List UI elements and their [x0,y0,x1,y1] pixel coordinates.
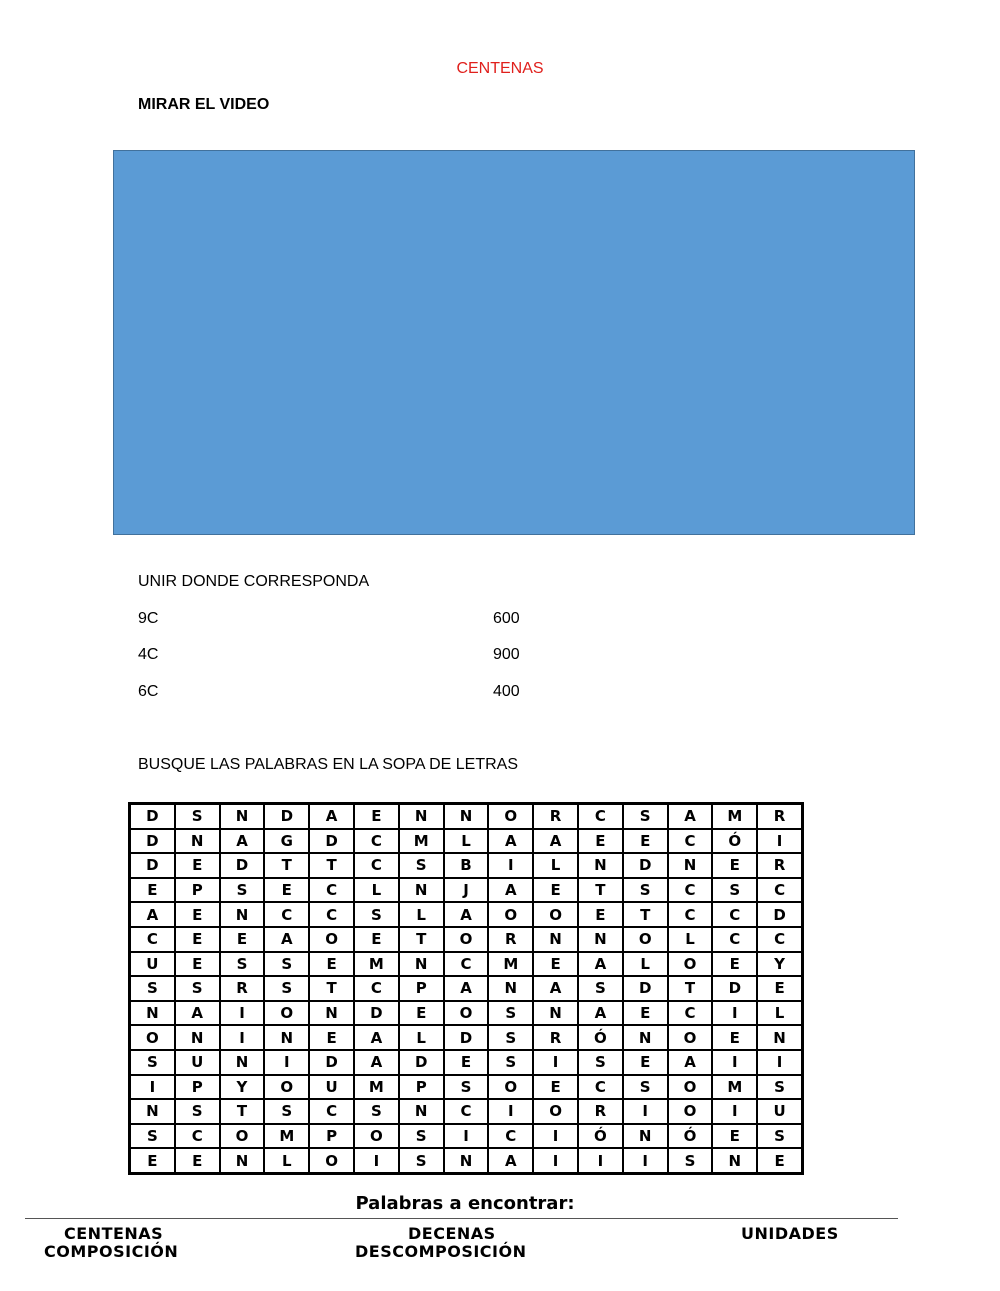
wordsearch-cell[interactable]: P [175,878,220,903]
wordsearch-cell[interactable]: N [175,829,220,854]
wordsearch-cell[interactable]: N [533,1001,578,1026]
wordsearch-cell[interactable]: S [175,1099,220,1124]
wordsearch-cell[interactable]: A [488,829,533,854]
wordsearch-cell[interactable]: R [533,804,578,829]
wordsearch-cell[interactable]: A [444,902,489,927]
wordsearch-cell[interactable]: N [578,853,623,878]
wordsearch-cell[interactable]: L [623,952,668,977]
wordsearch-grid[interactable] [128,802,804,1175]
wordsearch-cell[interactable]: T [309,976,354,1001]
wordsearch-cell[interactable]: A [130,902,175,927]
wordsearch-cell[interactable]: Ó [578,1025,623,1050]
wordsearch-cell[interactable]: S [623,804,668,829]
wordsearch-cell[interactable]: C [309,1099,354,1124]
wordsearch-cell[interactable]: S [623,878,668,903]
wordsearch-cell[interactable]: A [354,1050,399,1075]
wordsearch-cell[interactable]: E [533,878,578,903]
wordsearch-cell[interactable]: C [668,902,713,927]
wordsearch-cell[interactable]: E [578,829,623,854]
wordsearch-cell[interactable]: I [130,1075,175,1100]
wordsearch-cell[interactable]: A [578,1001,623,1026]
wordsearch-cell[interactable]: E [264,878,309,903]
wordsearch-cell[interactable]: N [533,927,578,952]
wordsearch-cell[interactable]: C [175,1124,220,1149]
wordsearch-cell[interactable]: P [399,976,444,1001]
wordsearch-cell[interactable]: E [444,1050,489,1075]
wordsearch-cell[interactable]: D [130,829,175,854]
wordsearch-cell[interactable]: O [623,927,668,952]
wordsearch-cell[interactable]: S [668,1148,713,1173]
wordsearch-cell[interactable]: C [578,804,623,829]
match-instruction: UNIR DONDE CORRESPONDA [138,573,370,590]
wordsearch-cell[interactable]: D [220,853,265,878]
wordsearch-cell[interactable]: A [175,1001,220,1026]
wordsearch-cell[interactable]: D [264,804,309,829]
wordsearch-cell[interactable]: A [488,1148,533,1173]
wordsearch-cell[interactable]: I [488,853,533,878]
wordsearch-cell[interactable]: O [668,952,713,977]
wordsearch-cell[interactable]: S [220,878,265,903]
wordsearch-cell[interactable]: D [399,1050,444,1075]
wordsearch-cell[interactable]: R [757,853,802,878]
wordsearch-cell[interactable]: E [130,878,175,903]
wordsearch-cell[interactable]: Ó [712,829,757,854]
wordsearch-cell[interactable]: S [130,1124,175,1149]
wordsearch-cell[interactable]: I [757,1050,802,1075]
wordsearch-cell[interactable]: E [712,952,757,977]
wordsearch-cell[interactable]: S [399,1124,444,1149]
wordsearch-cell[interactable]: O [444,927,489,952]
wordsearch-cell[interactable]: E [175,853,220,878]
wordsearch-cell[interactable]: Y [757,952,802,977]
wordsearch-cell[interactable]: E [712,1025,757,1050]
wordsearch-cell[interactable]: S [712,878,757,903]
wordsearch-cell[interactable]: P [175,1075,220,1100]
wordsearch-cell[interactable]: I [488,1099,533,1124]
wordsearch-cell[interactable]: A [668,1050,713,1075]
wordsearch-cell[interactable]: S [757,1075,802,1100]
wordsearch-cell[interactable]: A [264,927,309,952]
wordsearch-cell[interactable]: N [488,976,533,1001]
wordsearch-cell[interactable]: O [488,902,533,927]
wordsearch-cell[interactable]: L [533,853,578,878]
wordsearch-cell[interactable]: I [354,1148,399,1173]
wordsearch-cell[interactable]: E [309,952,354,977]
wordsearch-cell[interactable]: C [444,952,489,977]
wordsearch-cell[interactable]: D [309,829,354,854]
wordsearch-cell[interactable]: O [668,1099,713,1124]
wordsearch-cell[interactable]: P [399,1075,444,1100]
wordsearch-cell[interactable]: C [354,976,399,1001]
wordsearch-cell[interactable]: C [712,927,757,952]
wordsearch-cell[interactable]: S [220,952,265,977]
divider [25,1218,898,1219]
wordsearch-cell[interactable]: E [578,902,623,927]
wordsearch-cell[interactable]: N [220,804,265,829]
wordsearch-cell[interactable]: A [354,1025,399,1050]
wordsearch-cell[interactable]: O [533,1099,578,1124]
wordsearch-cell[interactable]: O [264,1075,309,1100]
wordsearch-cell[interactable]: L [444,829,489,854]
wordsearch-cell[interactable]: N [757,1025,802,1050]
wordsearch-cell[interactable]: U [130,952,175,977]
wordsearch-cell[interactable]: D [757,902,802,927]
wordsearch-cell[interactable]: G [264,829,309,854]
wordsearch-cell[interactable]: S [444,1075,489,1100]
wordsearch-cell[interactable]: J [444,878,489,903]
wordsearch-cell[interactable]: D [712,976,757,1001]
wordsearch-cell[interactable]: M [712,1075,757,1100]
wordsearch-cell[interactable]: D [130,804,175,829]
wordsearch-cell[interactable]: I [578,1148,623,1173]
wordsearch-cell[interactable]: I [533,1050,578,1075]
wordsearch-cell[interactable]: C [578,1075,623,1100]
wordsearch-cell[interactable]: L [399,902,444,927]
wordsearch-cell[interactable]: A [309,804,354,829]
wordsearch-cell[interactable]: U [175,1050,220,1075]
wordsearch-cell[interactable]: E [712,1124,757,1149]
wordsearch-cell[interactable]: C [712,902,757,927]
wordsearch-cell[interactable]: N [399,1099,444,1124]
wordsearch-cell[interactable]: O [668,1025,713,1050]
wordsearch-cell[interactable]: O [354,1124,399,1149]
wordsearch-cell[interactable]: S [264,952,309,977]
wordsearch-cell[interactable]: S [488,1001,533,1026]
wordsearch-cell[interactable]: S [488,1025,533,1050]
wordsearch-cell[interactable]: A [533,829,578,854]
wordsearch-cell[interactable]: E [757,976,802,1001]
wordsearch-cell[interactable]: I [444,1124,489,1149]
wordsearch-cell[interactable]: C [354,853,399,878]
wordsearch-cell[interactable]: S [354,902,399,927]
wordsearch-cell[interactable]: S [578,1050,623,1075]
wordsearch-cell[interactable]: N [220,1148,265,1173]
wordsearch-cell[interactable]: E [130,1148,175,1173]
wordsearch-cell[interactable]: M [354,1075,399,1100]
wordsearch-cell[interactable]: N [264,1025,309,1050]
wordsearch-cell[interactable]: N [175,1025,220,1050]
wordsearch-cell[interactable]: D [444,1025,489,1050]
wordsearch-cell[interactable]: I [264,1050,309,1075]
wordsearch-cell[interactable]: I [712,1001,757,1026]
wordsearch-instruction: BUSQUE LAS PALABRAS EN LA SOPA DE LETRAS [138,756,518,773]
match-left-item[interactable]: 9C [138,610,159,627]
wordsearch-cell[interactable]: P [309,1124,354,1149]
wordsearch-cell[interactable]: S [488,1050,533,1075]
wordsearch-cell[interactable]: C [488,1124,533,1149]
wordsearch-cell[interactable]: T [309,853,354,878]
wordsearch-cell[interactable]: E [623,1050,668,1075]
wordsearch-cell[interactable]: O [309,1148,354,1173]
wordsearch-cell[interactable]: N [309,1001,354,1026]
wordsearch-cell[interactable]: S [354,1099,399,1124]
wordsearch-cell[interactable]: T [578,878,623,903]
wordsearch-cell[interactable]: L [264,1148,309,1173]
wordsearch-cell[interactable]: R [488,927,533,952]
wordsearch-cell[interactable]: O [130,1025,175,1050]
wordsearch-cell[interactable]: N [444,1148,489,1173]
word-decenas: DECENAS [408,1224,496,1243]
match-left-item[interactable]: 4C [138,646,159,663]
wordsearch-cell[interactable]: I [712,1099,757,1124]
wordsearch-cell[interactable]: O [220,1124,265,1149]
wordsearch-cell[interactable]: E [757,1148,802,1173]
wordsearch-cell[interactable]: L [757,1001,802,1026]
wordsearch-cell[interactable]: E [175,952,220,977]
wordsearch-cell[interactable]: E [354,804,399,829]
wordsearch-cell[interactable]: R [578,1099,623,1124]
wordsearch-cell[interactable]: Ó [578,1124,623,1149]
wordsearch-cell[interactable]: A [578,952,623,977]
match-right-item[interactable]: 900 [493,646,520,663]
wordsearch-cell[interactable]: I [533,1124,578,1149]
wordsearch-cell[interactable]: S [130,1050,175,1075]
wordsearch-cell[interactable]: Ó [668,1124,713,1149]
wordsearch-cell[interactable]: O [668,1075,713,1100]
wordsearch-cell[interactable]: A [668,804,713,829]
wordsearch-cell[interactable]: A [488,878,533,903]
wordsearch-cell[interactable]: I [712,1050,757,1075]
video-placeholder[interactable] [113,150,915,535]
wordsearch-cell[interactable]: C [668,878,713,903]
wordsearch-cell[interactable]: E [399,1001,444,1026]
wordsearch-cell[interactable]: N [623,1025,668,1050]
wordsearch-cell[interactable]: A [533,976,578,1001]
wordsearch-cell[interactable]: L [668,927,713,952]
wordsearch-cell[interactable]: S [578,976,623,1001]
wordsearch-cell[interactable]: S [175,804,220,829]
wordsearch-cell[interactable]: N [399,878,444,903]
wordsearch-cell[interactable]: M [399,829,444,854]
wordsearch-cell[interactable]: C [309,878,354,903]
wordsearch-cell[interactable]: T [264,853,309,878]
wordsearch-cell[interactable]: S [130,976,175,1001]
wordsearch-cell[interactable]: L [354,878,399,903]
word-composicion: COMPOSICIÓN [44,1242,179,1261]
wordsearch-cell[interactable]: E [623,829,668,854]
wordsearch-cell[interactable]: T [220,1099,265,1124]
wordsearch-cell[interactable]: U [757,1099,802,1124]
wordsearch-cell[interactable]: S [175,976,220,1001]
wordsearch-cell[interactable]: M [264,1124,309,1149]
wordsearch-cell[interactable]: N [130,1001,175,1026]
wordsearch-cell[interactable]: I [757,829,802,854]
wordsearch-cell[interactable]: M [712,804,757,829]
wordsearch-cell[interactable]: S [264,1099,309,1124]
wordsearch-cell[interactable]: C [668,1001,713,1026]
wordsearch-cell[interactable]: C [757,878,802,903]
wordsearch-cell[interactable]: D [623,853,668,878]
wordsearch-cell[interactable]: C [757,927,802,952]
wordsearch-cell[interactable]: O [264,1001,309,1026]
wordsearch-cell[interactable]: E [220,927,265,952]
wordsearch-cell[interactable]: I [533,1148,578,1173]
word-list-title: Palabras a encontrar: [355,1193,575,1214]
wordsearch-cell[interactable]: N [668,853,713,878]
wordsearch-cell[interactable]: T [399,927,444,952]
wordsearch-cell[interactable]: S [623,1075,668,1100]
wordsearch-cell[interactable]: S [399,853,444,878]
wordsearch-cell[interactable]: N [444,804,489,829]
wordsearch-cell[interactable]: T [623,902,668,927]
wordsearch-cell[interactable]: N [220,902,265,927]
wordsearch-cell[interactable]: I [220,1001,265,1026]
wordsearch-cell[interactable]: E [309,1025,354,1050]
wordsearch-cell[interactable]: M [354,952,399,977]
wordsearch-cell[interactable]: T [668,976,713,1001]
wordsearch-cell[interactable]: E [712,853,757,878]
wordsearch-cell[interactable]: E [175,927,220,952]
wordsearch-cell[interactable]: O [533,902,578,927]
wordsearch-cell[interactable]: E [175,1148,220,1173]
wordsearch-cell[interactable]: O [309,927,354,952]
wordsearch-cell[interactable]: D [130,853,175,878]
wordsearch-cell[interactable]: I [623,1148,668,1173]
wordsearch-cell[interactable]: N [220,1050,265,1075]
wordsearch-cell[interactable]: N [399,952,444,977]
wordsearch-cell[interactable]: Y [220,1075,265,1100]
wordsearch-cell[interactable]: B [444,853,489,878]
wordsearch-cell[interactable]: C [264,902,309,927]
wordsearch-cell[interactable]: N [130,1099,175,1124]
wordsearch-cell[interactable]: D [309,1050,354,1075]
wordsearch-cell[interactable]: O [488,1075,533,1100]
wordsearch-cell[interactable]: C [354,829,399,854]
wordsearch-cell[interactable]: E [533,952,578,977]
wordsearch-cell[interactable]: D [354,1001,399,1026]
wordsearch-cell[interactable]: A [444,976,489,1001]
wordsearch-cell[interactable]: L [399,1025,444,1050]
wordsearch-cell[interactable]: O [444,1001,489,1026]
wordsearch-cell[interactable]: E [354,927,399,952]
wordsearch-cell[interactable]: E [175,902,220,927]
match-right-item[interactable]: 400 [493,683,520,700]
word-unidades: UNIDADES [741,1224,839,1243]
wordsearch-cell[interactable]: I [220,1025,265,1050]
word-centenas: CENTENAS [64,1224,164,1243]
wordsearch-cell[interactable]: S [757,1124,802,1149]
wordsearch-cell[interactable]: U [309,1075,354,1100]
video-instruction: MIRAR EL VIDEO [138,96,270,113]
wordsearch-cell[interactable]: S [264,976,309,1001]
wordsearch-cell[interactable]: C [444,1099,489,1124]
wordsearch-cell[interactable]: I [623,1099,668,1124]
wordsearch-cell[interactable]: S [399,1148,444,1173]
wordsearch-cell[interactable]: M [488,952,533,977]
wordsearch-cell[interactable]: R [533,1025,578,1050]
wordsearch-cell[interactable]: C [668,829,713,854]
wordsearch-cell[interactable]: E [623,1001,668,1026]
wordsearch-cell[interactable]: N [578,927,623,952]
word-descomposicion: DESCOMPOSICIÓN [355,1242,527,1261]
wordsearch-cell[interactable]: C [130,927,175,952]
wordsearch-cell[interactable]: N [712,1148,757,1173]
wordsearch-cell[interactable]: R [757,804,802,829]
wordsearch-cell[interactable]: C [309,902,354,927]
match-right-item[interactable]: 600 [493,610,520,627]
wordsearch-cell[interactable]: A [220,829,265,854]
page-title: CENTENAS [456,60,544,77]
match-left-item[interactable]: 6C [138,683,159,700]
wordsearch-cell[interactable]: O [488,804,533,829]
wordsearch-cell[interactable]: D [623,976,668,1001]
wordsearch-cell[interactable]: R [220,976,265,1001]
wordsearch-cell[interactable]: N [399,804,444,829]
wordsearch-cell[interactable]: E [533,1075,578,1100]
wordsearch-cell[interactable]: N [623,1124,668,1149]
